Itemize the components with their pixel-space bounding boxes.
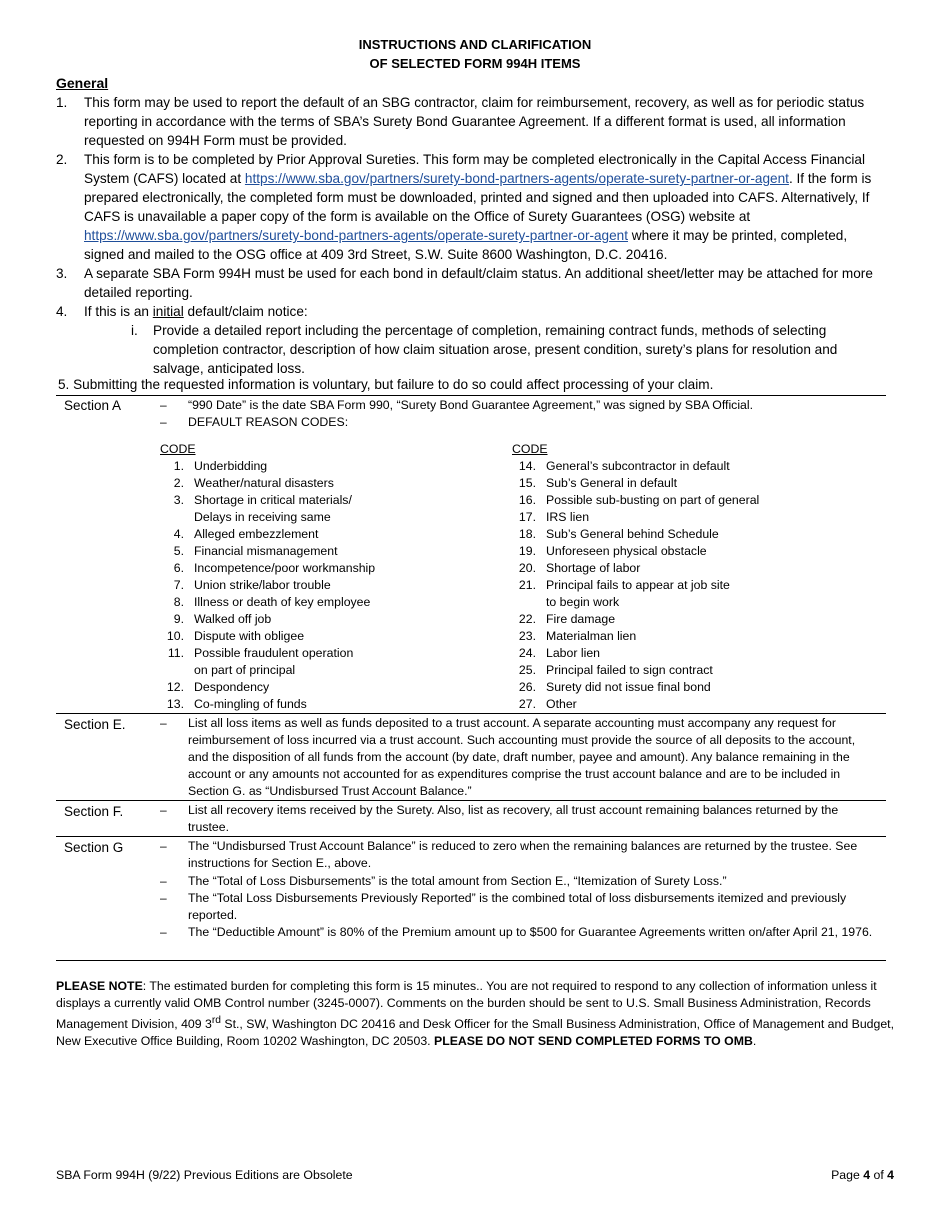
code-row xyxy=(512,526,882,543)
section-a-line1: “990 Date” is the date SBA Form 990, “Surety Bond Guarantee Agreement,” was signed by SBA Official. xyxy=(188,398,754,412)
osg-website-link[interactable]: https://www.sba.gov/partners/surety-bond-partners-agents/operate-surety-partner-or-agent xyxy=(84,228,629,243)
code-row xyxy=(512,611,882,628)
section-f-text: List all recovery items received by the Surety. Also, list as recovery, all trust account remaining balances returned by the trustee. xyxy=(188,803,839,834)
code-reason: Co-mingling of funds xyxy=(194,697,307,711)
note-bold-end: PLEASE DO NOT SEND COMPLETED FORMS TO OMB xyxy=(434,1034,753,1049)
general-subitem-i xyxy=(131,321,886,378)
code-reason: Sub’s General behind Schedule xyxy=(546,527,719,541)
section-g-item-4: The “Deductible Amount” is 80% of the Premium amount up to $500 for Guarantee Agreements written on/after April 21, 1976. xyxy=(188,925,873,939)
footer-page-number: Page 4 of 4 xyxy=(831,1168,894,1182)
subitem-number: i. xyxy=(131,323,138,338)
code-number xyxy=(160,662,194,679)
section-e-text: List all loss items as well as funds deposited to a trust account. A separate accounting must accompany any request for reimbursement of loss incurred via a trust account. Such accounting must provide the source of all deposits to the account, and the disposition of all funds from the account (by date, draft number, payee and amount). Any balance remaining in the account or any amounts not accounted for as expenditures comprise the trust account balance and are to be included in Section G. as “Undisbursed Trust Account Balance.” xyxy=(188,716,856,798)
code-reason: IRS lien xyxy=(546,510,590,524)
general-item-2 xyxy=(56,150,886,264)
code-row xyxy=(512,645,882,662)
dash-bullet: – xyxy=(160,415,167,429)
dash-bullet: – xyxy=(160,874,167,888)
code-number: 27. xyxy=(518,697,536,711)
section-e-label: Section E. xyxy=(64,717,126,732)
code-row xyxy=(512,458,882,475)
code-row xyxy=(160,577,480,594)
burden-note: PLEASE NOTE: The estimated burden for completing this form is 15 minutes.. You are not required to respond to any collection of information unless it displays a currently valid OMB Control number (3245-0007). Comments on the burden should be sent to U.S. Small Business Administration, Records Management Division, 409 3rd St., SW, Washington DC 20416 and Desk Officer for the Small Business Administration, Office of Management and Budget, New Executive Office Building, Room 10202 Washington, DC 20503. PLEASE DO NOT SEND COMPLETED FORMS TO OMB. xyxy=(56,979,895,1049)
code-row xyxy=(160,560,480,577)
code-reason: Incompetence/poor workmanship xyxy=(194,561,376,575)
code-row xyxy=(160,645,480,662)
code-row xyxy=(512,492,882,509)
code-row xyxy=(160,475,480,492)
dash-bullet: – xyxy=(160,398,167,412)
page-title-line2: OF SELECTED FORM 994H ITEMS xyxy=(369,56,581,71)
general-list xyxy=(56,93,886,378)
code-row xyxy=(512,679,882,696)
code-row xyxy=(160,526,480,543)
item-text: A separate SBA Form 994H must be used for each bond in default/claim status. An additional sheet/letter may be attached for more detailed reporting. xyxy=(84,266,873,300)
code-row xyxy=(160,611,480,628)
code-reason: Other xyxy=(546,697,577,711)
code-number xyxy=(512,594,546,611)
code-header: CODE xyxy=(512,442,548,456)
code-reason: Illness or death of key employee xyxy=(194,595,371,609)
item-text: This form may be used to report the default of an SBG contractor, claim for reimbursement, recovery, as well as for periodic status reporting in accordance with the terms of SBA’s Surety Bond Guarantee Agreement. If a different format is used, all information requested on 994H Form must be provided. xyxy=(84,95,865,148)
code-reason: Underbidding xyxy=(194,459,268,473)
page-title-line1: INSTRUCTIONS AND CLARIFICATION xyxy=(358,37,592,52)
code-number: 23. xyxy=(518,629,536,643)
code-number: 24. xyxy=(518,646,536,660)
code-row xyxy=(160,628,480,645)
item-number: 3. xyxy=(56,266,68,281)
code-row xyxy=(160,458,480,475)
codes-left-column xyxy=(160,441,480,713)
dash-bullet: – xyxy=(160,925,167,939)
code-number: 15. xyxy=(518,476,536,490)
code-number: 13. xyxy=(166,697,184,711)
code-row xyxy=(160,662,480,679)
section-f-label: Section F. xyxy=(64,804,124,819)
item-number: 2. xyxy=(56,152,68,167)
dash-bullet: – xyxy=(160,891,167,905)
code-number: 22. xyxy=(518,612,536,626)
code-reason: Possible sub-busting on part of general xyxy=(546,493,760,507)
code-number: 7. xyxy=(173,578,184,592)
code-reason: Fire damage xyxy=(546,612,616,626)
section-a-label: Section A xyxy=(64,398,122,413)
code-row xyxy=(160,509,480,526)
code-row xyxy=(512,509,882,526)
code-reason: Possible fraudulent operation xyxy=(194,646,354,660)
code-reason: Alleged embezzlement xyxy=(194,527,319,541)
code-reason: General’s subcontractor in default xyxy=(546,459,730,473)
divider xyxy=(56,836,886,837)
code-row xyxy=(512,475,882,492)
code-reason: Sub’s General in default xyxy=(546,476,678,490)
general-heading: General xyxy=(56,75,109,91)
code-reason: Principal failed to sign contract xyxy=(546,663,713,677)
initial-underlined: initial xyxy=(152,304,184,319)
code-row xyxy=(512,628,882,645)
divider xyxy=(56,800,886,801)
divider xyxy=(56,395,886,396)
divider xyxy=(56,960,886,961)
code-reason: Shortage in critical materials/ xyxy=(194,493,352,507)
code-number: 2. xyxy=(173,476,184,490)
code-row xyxy=(512,594,882,611)
code-number: 17. xyxy=(518,510,536,524)
code-number: 14. xyxy=(518,459,536,473)
codes-left-list xyxy=(160,458,480,713)
code-row xyxy=(512,560,882,577)
code-number: 1. xyxy=(173,459,184,473)
codes-right-list xyxy=(512,458,882,713)
code-reason: Shortage of labor xyxy=(546,561,641,575)
code-row xyxy=(512,662,882,679)
divider xyxy=(56,713,886,714)
code-number: 12. xyxy=(166,680,184,694)
code-number: 3. xyxy=(173,493,184,507)
code-number: 21. xyxy=(518,578,536,592)
section-g-item-2: The “Total of Loss Disbursements” is the total amount from Section E., “Itemization of Surety Loss.” xyxy=(188,874,727,888)
code-reason: Delays in receiving same xyxy=(194,510,331,524)
code-reason: Surety did not issue final bond xyxy=(546,680,711,694)
code-reason: to begin work xyxy=(546,595,620,609)
code-number xyxy=(160,509,194,526)
general-item-3 xyxy=(56,264,886,302)
item-text: If this is an initial default/claim notice: xyxy=(84,304,308,319)
code-number: 8. xyxy=(173,595,184,609)
code-number: 6. xyxy=(173,561,184,575)
code-reason: Principal fails to appear at job site xyxy=(546,578,730,592)
codes-right-column xyxy=(512,441,882,713)
code-row xyxy=(160,492,480,509)
code-reason: on part of principal xyxy=(194,663,296,677)
code-reason: Unforeseen physical obstacle xyxy=(546,544,707,558)
general-item-5: 5. Submitting the requested information is voluntary, but failure to do so could affect processing of your claim. xyxy=(58,377,714,392)
item-text: This form is to be completed by Prior Approval Sureties. This form may be completed electronically in the Capital Access Financial System (CAFS) located at https://www.sba.gov/partners/surety-bond-partners-agents/operate-surety-partner-or-agent. If the form is prepared electronically, the completed form must be downloaded, printed and signed and then uploaded into CAFS. Alternatively, If CAFS is unavailable a paper copy of the form is available on the Office of Surety Guarantees (OSG) website at https://www.sba.gov/partners/surety-bond-partners-agents/operate-surety-partner-or-agent where it may be printed, completed, signed and mailed to the OSG office at 409 3rd Street, S.W. Suite 8600 Washington, D.C. 20416. xyxy=(84,152,872,262)
code-reason: Walked off job xyxy=(194,612,272,626)
code-number: 16. xyxy=(518,493,536,507)
subitem-text: Provide a detailed report including the percentage of completion, remaining contract funds, methods of selecting completion contractor, description of how claim situation arose, present condition, surety’s plans for resolution and salvage, anticipated loss. xyxy=(153,323,838,376)
cafs-link[interactable]: https://www.sba.gov/partners/surety-bond-partners-agents/operate-surety-partner-or-agent xyxy=(244,171,789,186)
code-row xyxy=(160,679,480,696)
note-label: PLEASE NOTE xyxy=(56,979,143,993)
code-header: CODE xyxy=(160,442,196,456)
code-reason: Union strike/labor trouble xyxy=(194,578,331,592)
footer-form-id: SBA Form 994H (9/22) Previous Editions are Obsolete xyxy=(56,1168,353,1182)
code-row xyxy=(160,594,480,611)
code-row xyxy=(160,696,480,713)
code-reason: Financial mismanagement xyxy=(194,544,338,558)
section-a-line2: DEFAULT REASON CODES: xyxy=(188,415,349,429)
code-reason: Materialman lien xyxy=(546,629,637,643)
code-number: 25. xyxy=(518,663,536,677)
code-number: 20. xyxy=(518,561,536,575)
section-g-label: Section G xyxy=(64,840,124,855)
code-number: 11. xyxy=(167,646,184,660)
dash-bullet: – xyxy=(160,716,167,730)
code-number: 10. xyxy=(166,629,184,643)
code-reason: Weather/natural disasters xyxy=(194,476,334,490)
code-number: 4. xyxy=(173,527,184,541)
dash-bullet: – xyxy=(160,839,167,853)
code-row xyxy=(512,696,882,713)
code-row xyxy=(512,577,882,594)
section-g-item-1: The “Undisbursed Trust Account Balance” is reduced to zero when the remaining balances are returned by the trustee. See instructions for Section E., above. xyxy=(188,839,858,870)
code-number: 26. xyxy=(518,680,536,694)
code-number: 9. xyxy=(173,612,184,626)
dash-bullet: – xyxy=(160,803,167,817)
code-reason: Labor lien xyxy=(546,646,601,660)
item-number: 4. xyxy=(56,304,68,319)
code-reason: Despondency xyxy=(194,680,270,694)
general-item-4 xyxy=(56,302,886,321)
item-number: 1. xyxy=(56,95,68,110)
code-number: 5. xyxy=(173,544,184,558)
code-row xyxy=(160,543,480,560)
code-row xyxy=(512,543,882,560)
section-g-item-3: The “Total Loss Disbursements Previously Reported” is the combined total of loss disbursements itemized and previously reported. xyxy=(188,891,847,922)
code-reason: Dispute with obligee xyxy=(194,629,305,643)
general-item-1 xyxy=(56,93,886,150)
code-number: 19. xyxy=(518,544,536,558)
code-number: 18. xyxy=(518,527,536,541)
